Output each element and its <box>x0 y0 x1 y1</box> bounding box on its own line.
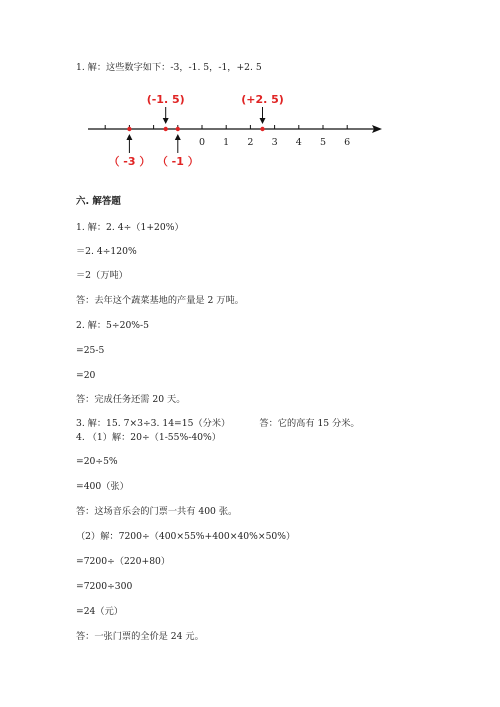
tick-label: 6 <box>344 137 351 148</box>
answer-line: 答：去年这个蔬菜基地的产量是 2 万吨。 <box>76 295 244 306</box>
answer-line: 答：一张门票的全价是 24 元。 <box>76 631 204 642</box>
answer-line: 1. 解：2. 4÷（1+20%） <box>76 222 184 233</box>
answer-line: =400（张） <box>76 481 129 492</box>
number-line-points <box>108 93 283 168</box>
pointer-arrowhead <box>175 134 181 140</box>
point-label: （ -1 ） <box>156 155 199 168</box>
answer-line: 答：完成任务还需 20 天。 <box>76 394 186 405</box>
point-label: （ -3 ） <box>108 155 151 168</box>
answer-line: =24（元） <box>76 606 123 617</box>
tick-label: 1 <box>223 137 230 148</box>
q1-answer-line: 1. 解：这些数字如下：-3，-1. 5，-1，+2. 5 <box>76 62 262 73</box>
number-line-point <box>260 127 264 131</box>
number-line-axis <box>88 125 382 133</box>
answer-line: 3. 解：15. 7×3÷3. 14=15（分米） 答：它的高有 15 分米。 <box>76 418 360 429</box>
number-line-point <box>164 127 168 131</box>
tick-label: 4 <box>295 137 302 148</box>
answer-line: =7200÷（220+80） <box>76 556 171 567</box>
answer-line: 答：这场音乐会的门票一共有 400 张。 <box>76 506 238 517</box>
point-label: (-1. 5) <box>146 93 185 106</box>
answer-line: （2）解：7200÷（400×55%+400×40%×50%） <box>76 531 296 542</box>
answer-line: =25-5 <box>76 345 105 356</box>
tick-label: 2 <box>247 137 254 148</box>
pointer-arrowhead <box>126 134 132 140</box>
tick-label: 3 <box>271 137 278 148</box>
pointer-arrowhead <box>163 118 169 124</box>
number-line-point <box>176 127 180 131</box>
answer-line: 4. （1）解：20÷（1-55%-40%） <box>76 432 221 443</box>
answer-line: =20 <box>76 370 96 381</box>
answer-line: 2. 解：5÷20%-5 <box>76 320 149 331</box>
pointer-arrowhead <box>260 118 266 124</box>
answer-line: ＝2（万吨） <box>76 270 128 281</box>
number-line-point <box>127 127 131 131</box>
answer-line: ＝2. 4÷120% <box>76 246 137 257</box>
answer-line: =7200÷300 <box>76 581 133 592</box>
section-heading: 六. 解答题 <box>76 196 121 207</box>
answer-line: =20÷5% <box>76 456 118 467</box>
number-line <box>0 0 500 180</box>
tick-label: 5 <box>319 137 327 148</box>
tick-label: 0 <box>198 137 206 148</box>
point-label: (+2. 5) <box>241 93 284 106</box>
